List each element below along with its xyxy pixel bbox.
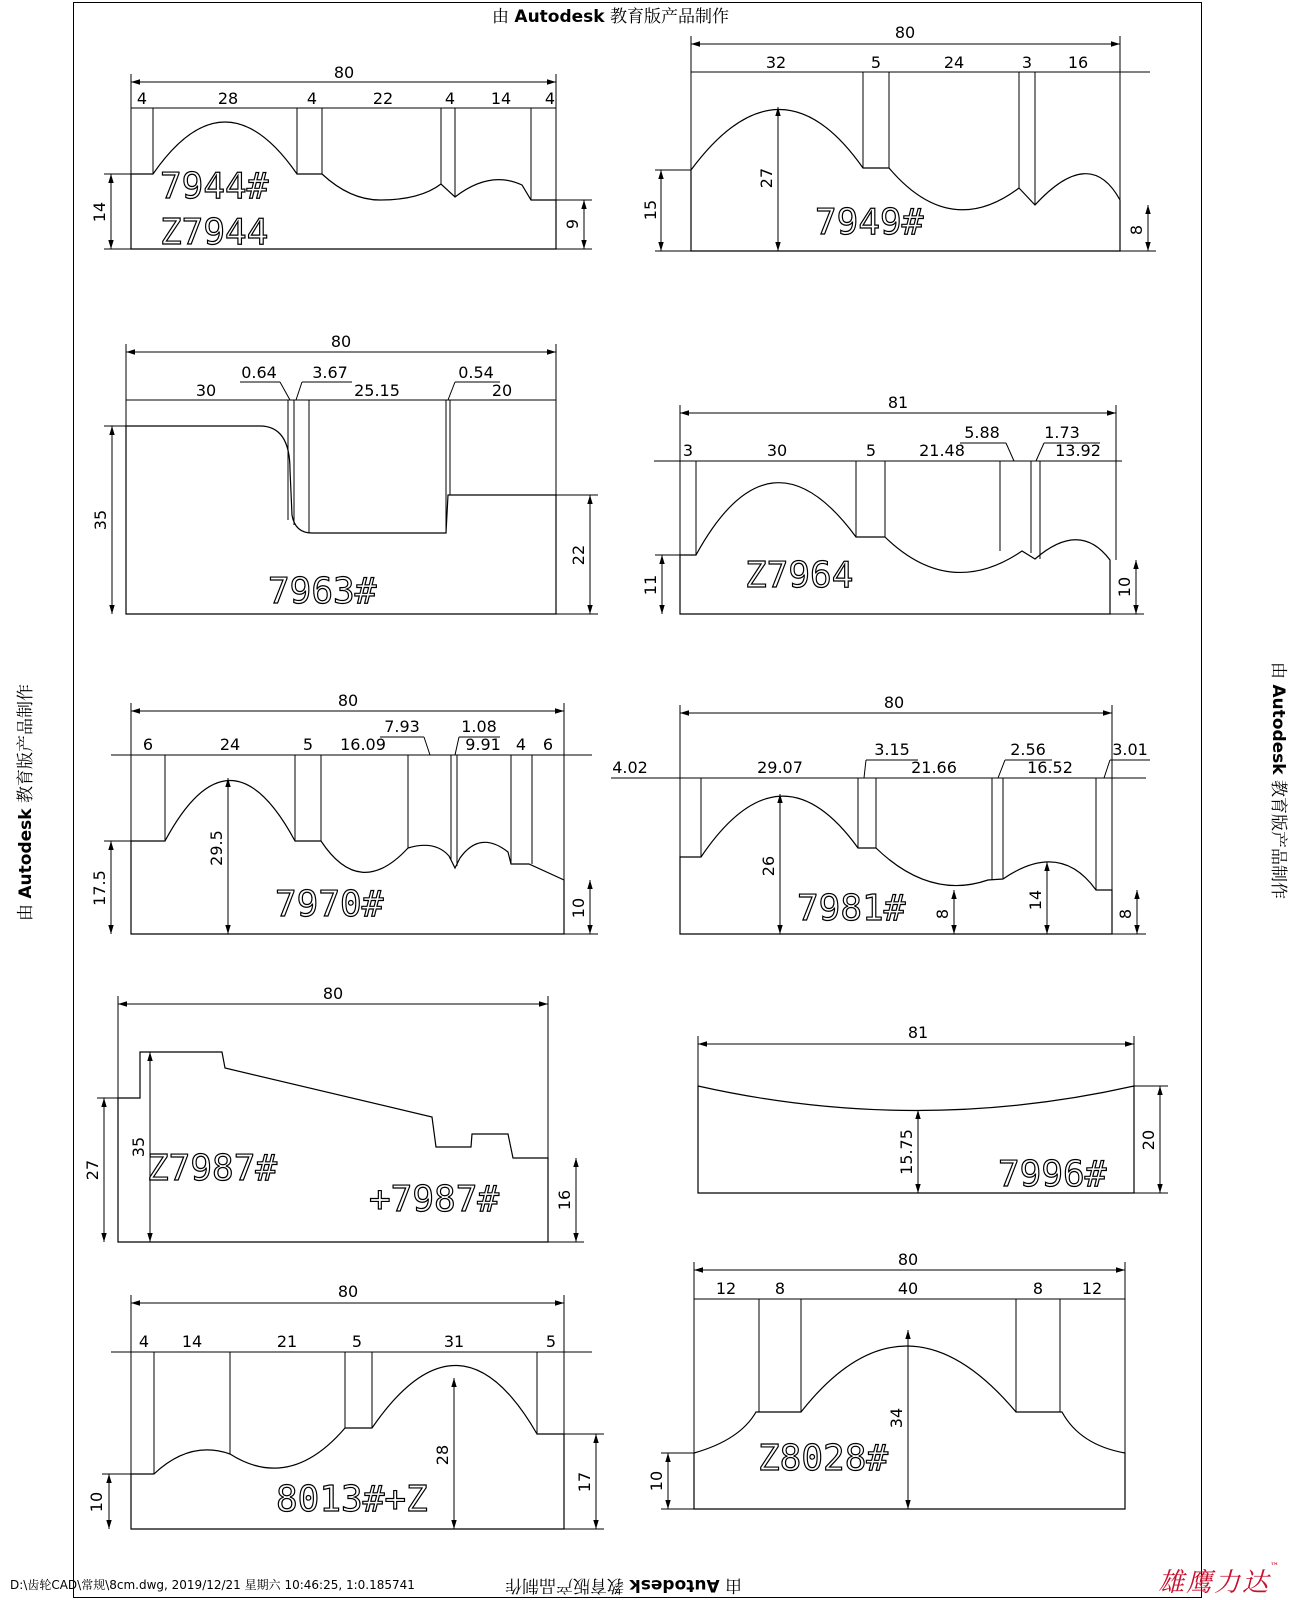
dim-text: 6: [542, 735, 554, 754]
profile-code: 8013#+Z: [276, 1479, 428, 1520]
dim-text: 5.88: [964, 423, 1000, 442]
dim-text: 5: [302, 735, 314, 754]
profile-code: 7944#: [160, 166, 269, 207]
profile-7981: [611, 693, 1150, 934]
dim-text: 13.92: [1055, 441, 1101, 460]
dim-text: 11: [641, 574, 660, 596]
dim-text: 5: [865, 441, 877, 460]
dim-text: 29.5: [207, 830, 226, 866]
dim-text: 1.73: [1044, 423, 1080, 442]
dim-text: 24: [943, 53, 965, 72]
dim-text: 5: [545, 1332, 557, 1351]
dim-text: 29.07: [757, 758, 803, 777]
dim-text: 8: [933, 908, 952, 920]
dim-text: 81: [907, 1023, 929, 1042]
dim-text: 3: [1021, 53, 1033, 72]
dim-text: 14: [90, 201, 109, 223]
dim-text: 20: [1139, 1129, 1158, 1151]
dim-text: 24: [219, 735, 241, 754]
profile-code: Z7987#: [147, 1148, 278, 1189]
brand-logo: 雄鹰力达™: [1158, 1562, 1282, 1598]
profile-code: Z7964: [745, 555, 854, 596]
profile-code: 7949#: [815, 202, 924, 243]
dim-text: 12: [1081, 1279, 1103, 1298]
dim-text: 4: [515, 735, 527, 754]
dim-text: 10: [87, 1491, 106, 1513]
profile-7987: [83, 984, 584, 1242]
dim-text: 80: [333, 63, 355, 82]
dim-text: 5: [870, 53, 882, 72]
watermark-bottom: 由 Autodesk 教育版产品制作: [505, 1575, 743, 1595]
profile-7944: [90, 63, 592, 253]
watermark-right: 由 Autodesk 教育版产品制作: [1268, 661, 1289, 900]
dim-text: 14: [181, 1332, 203, 1351]
profile-8013: [87, 1282, 604, 1529]
dim-text: 10: [647, 1470, 666, 1492]
watermark-left: 由 Autodesk 教育版产品制作: [16, 683, 37, 922]
dim-text: 30: [766, 441, 788, 460]
profile-z8028: [647, 1250, 1125, 1509]
dim-text: 9: [563, 218, 582, 230]
dim-text: 4: [138, 1332, 150, 1351]
dim-text: 5: [351, 1332, 363, 1351]
dim-text: 10: [1115, 576, 1134, 598]
dim-text: 6: [142, 735, 154, 754]
dim-text: 14: [490, 89, 512, 108]
dim-text: 80: [322, 984, 344, 1003]
dim-text: 28: [433, 1444, 452, 1466]
profile-code: Z8028#: [758, 1438, 889, 1479]
dim-text: 80: [894, 23, 916, 42]
dim-text: 8: [1032, 1279, 1044, 1298]
profile-code: 7981#: [797, 888, 906, 929]
dim-text: 20: [491, 381, 513, 400]
dim-text: 16.09: [340, 735, 386, 754]
profile-code: 7996#: [998, 1154, 1107, 1195]
dim-text: 34: [887, 1407, 906, 1429]
profile-7949: [641, 23, 1156, 251]
dim-text: 80: [330, 332, 352, 351]
profile-7970: [90, 691, 598, 934]
dim-text: 7.93: [384, 717, 420, 736]
dim-text: 3: [682, 441, 694, 460]
dim-text: 4: [136, 89, 148, 108]
dim-text: 4: [544, 89, 556, 108]
dim-text: 17: [575, 1471, 594, 1493]
dim-text: 14: [1026, 889, 1045, 911]
dim-text: 8: [1116, 908, 1135, 920]
dim-text: 15.75: [897, 1129, 916, 1175]
dim-text: 3.15: [874, 740, 910, 759]
dim-text: 26: [759, 855, 778, 877]
dim-text: 30: [195, 381, 217, 400]
dim-text: 16: [1067, 53, 1089, 72]
dim-text: 80: [897, 1250, 919, 1269]
dim-text: 16.52: [1027, 758, 1073, 777]
dim-text: 16: [555, 1189, 574, 1211]
dim-text: 15: [641, 199, 660, 221]
dim-text: 27: [83, 1159, 102, 1181]
dim-text: 21: [276, 1332, 298, 1351]
profile-7963: [91, 332, 598, 614]
dim-text: 3.67: [312, 363, 348, 382]
dim-text: 27: [757, 167, 776, 189]
dim-text: 25.15: [354, 381, 400, 400]
dim-text: 80: [337, 691, 359, 710]
profile-code: 7963#: [268, 571, 377, 612]
dim-text: 4.02: [612, 758, 648, 777]
dim-text: 21.48: [919, 441, 965, 460]
dim-text: 8: [1127, 224, 1146, 236]
dim-text: 80: [337, 1282, 359, 1301]
dim-text: 35: [129, 1136, 148, 1158]
profile-code: +7987#: [369, 1179, 500, 1220]
dim-text: 32: [765, 53, 787, 72]
dim-text: 1.08: [461, 717, 497, 736]
watermark-top: 由 Autodesk 教育版产品制作: [492, 7, 730, 27]
dim-text: 3.01: [1112, 740, 1148, 759]
dim-text: 22: [569, 544, 588, 566]
dim-text: 10: [569, 897, 588, 919]
dim-text: 80: [883, 693, 905, 712]
dim-text: 40: [897, 1279, 919, 1298]
dim-text: 0.54: [458, 363, 494, 382]
dim-text: 28: [217, 89, 239, 108]
dim-text: 0.64: [241, 363, 277, 382]
dim-text: 17.5: [90, 870, 109, 906]
dim-text: 2.56: [1010, 740, 1046, 759]
profile-code: 7970#: [275, 884, 384, 925]
dim-text: 4: [306, 89, 318, 108]
profile-z7964: [641, 393, 1144, 614]
file-path-footer: D:\齿轮CAD\常规\8cm.dwg, 2019/12/21 星期六 10:46:25, 1:0.185741: [10, 1578, 415, 1592]
dim-text: 12: [715, 1279, 737, 1298]
dim-text: 22: [372, 89, 394, 108]
dim-text: 81: [887, 393, 909, 412]
dim-text: 9.91: [465, 735, 501, 754]
dim-text: 4: [444, 89, 456, 108]
dim-text: 21.66: [911, 758, 957, 777]
profile-code: Z7944: [160, 212, 269, 253]
dim-text: 8: [774, 1279, 786, 1298]
dim-text: 31: [443, 1332, 465, 1351]
dim-text: 35: [91, 509, 110, 531]
profile-7996: [698, 1023, 1168, 1195]
